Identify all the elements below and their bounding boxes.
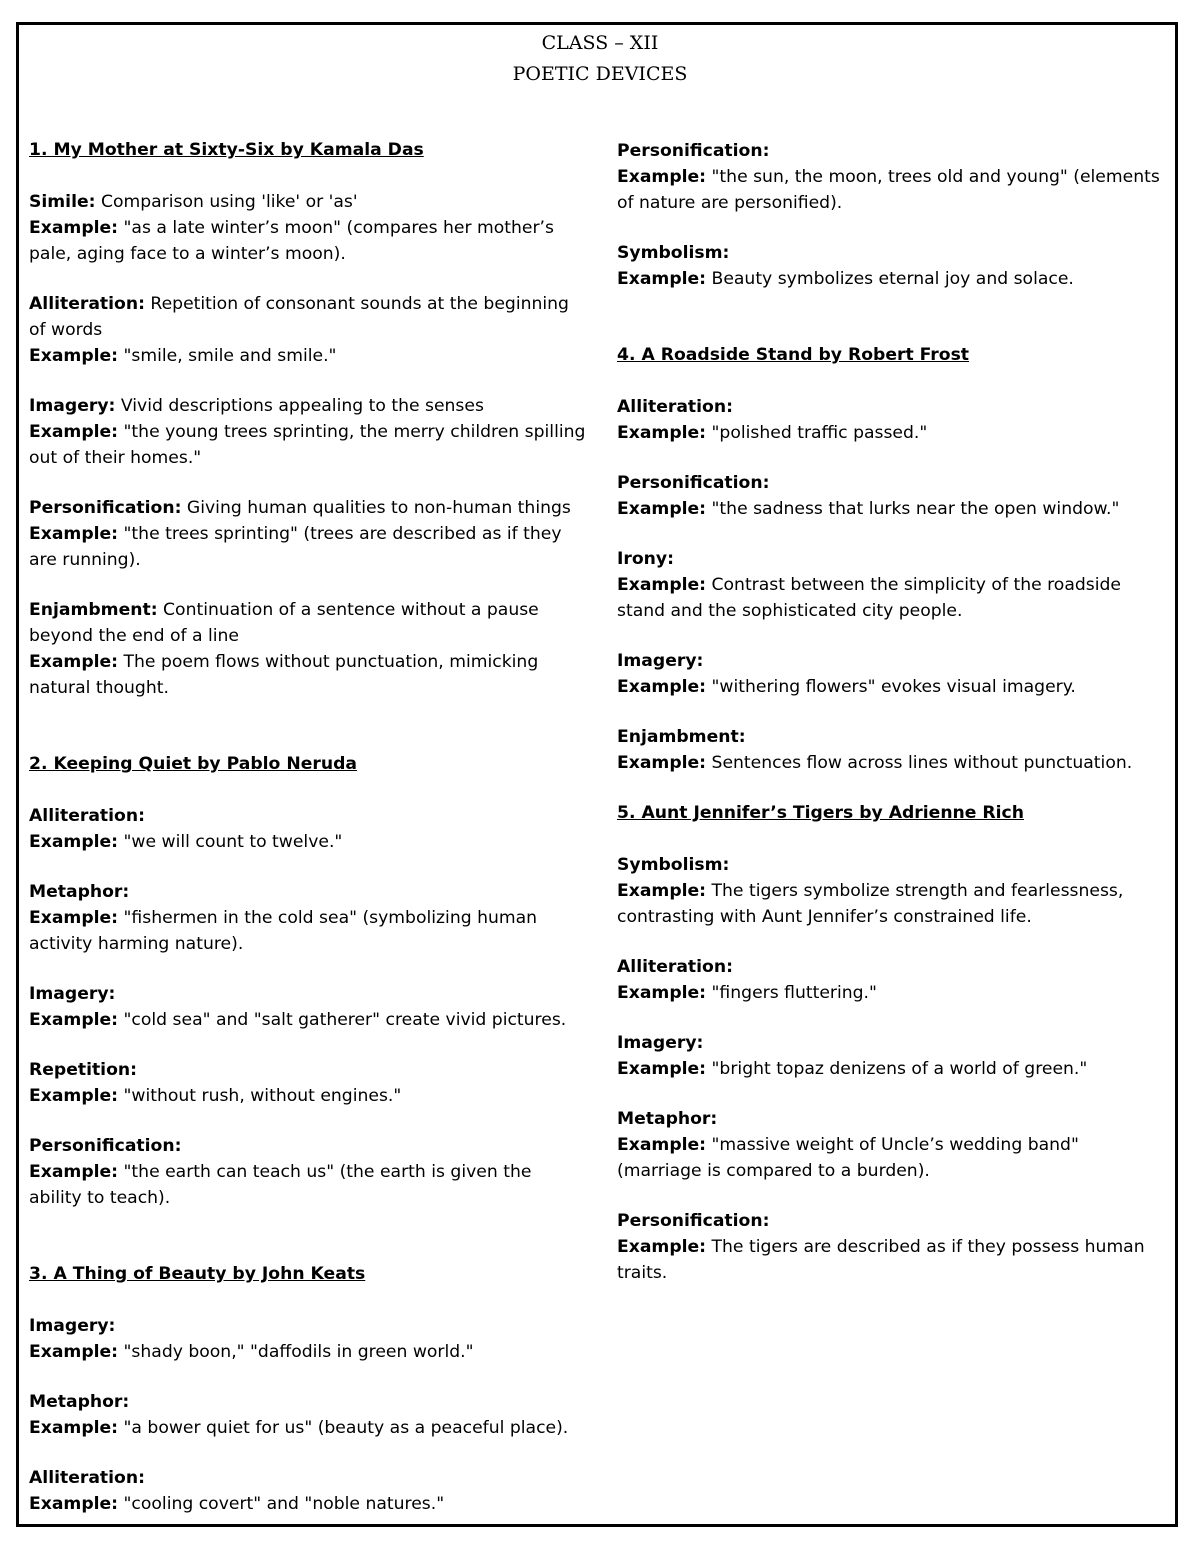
example-text: "without rush, without engines." bbox=[123, 1086, 402, 1106]
device-name: Alliteration: bbox=[29, 294, 145, 314]
example-label: Example: bbox=[617, 983, 707, 1003]
section-spacer bbox=[29, 1235, 589, 1261]
example-label: Example: bbox=[29, 652, 119, 672]
example-line bbox=[29, 1491, 589, 1517]
device-block bbox=[29, 1057, 589, 1109]
example-label: Example: bbox=[617, 1237, 707, 1257]
device-name: Metaphor: bbox=[29, 882, 130, 902]
device-name: Irony: bbox=[617, 549, 674, 569]
example-text: Beauty symbolizes eternal joy and solace. bbox=[711, 269, 1074, 289]
device-block bbox=[617, 138, 1167, 216]
device-name: Symbolism: bbox=[617, 243, 730, 263]
example-line bbox=[617, 878, 1167, 930]
class-title: CLASS – XII bbox=[541, 32, 659, 54]
device-name: Alliteration: bbox=[29, 1468, 145, 1488]
example-label: Example: bbox=[617, 575, 707, 595]
device-definition-line bbox=[29, 393, 589, 419]
example-text: "cold sea" and "salt gatherer" create vivid pictures. bbox=[123, 1010, 567, 1030]
device-name: Symbolism: bbox=[617, 855, 730, 875]
device-name: Personification: bbox=[29, 498, 182, 518]
example-line bbox=[29, 419, 589, 471]
page-title: POETIC DEVICES bbox=[512, 63, 688, 85]
device-block bbox=[617, 470, 1167, 522]
example-label: Example: bbox=[29, 1010, 119, 1030]
example-label: Example: bbox=[617, 1135, 707, 1155]
example-label: Example: bbox=[617, 881, 707, 901]
device-block bbox=[617, 852, 1167, 930]
device-definition: Vivid descriptions appealing to the senses bbox=[120, 396, 484, 416]
device-name: Alliteration: bbox=[617, 397, 733, 417]
device-block bbox=[617, 954, 1167, 1006]
device-block bbox=[617, 1030, 1167, 1082]
device-definition-line bbox=[29, 597, 589, 649]
device-name: Metaphor: bbox=[617, 1109, 718, 1129]
device-name: Personification: bbox=[617, 1211, 770, 1231]
device-name: Alliteration: bbox=[29, 806, 145, 826]
device-block bbox=[29, 1389, 589, 1441]
example-text: "withering flowers" evokes visual imagery. bbox=[711, 677, 1076, 697]
device-definition: Giving human qualities to non-human things bbox=[186, 498, 571, 518]
example-line bbox=[29, 521, 589, 573]
example-text: The tigers are described as if they possess human traits. bbox=[617, 1237, 1145, 1283]
device-block bbox=[29, 1313, 589, 1365]
example-label: Example: bbox=[29, 346, 119, 366]
example-line bbox=[617, 750, 1167, 776]
device-name: Enjambment: bbox=[29, 600, 158, 620]
device-block bbox=[617, 394, 1167, 446]
example-text: The poem flows without punctuation, mimicking natural thought. bbox=[29, 652, 539, 698]
example-text: "the young trees sprinting, the merry children spilling out of their homes." bbox=[29, 422, 586, 468]
example-label: Example: bbox=[29, 832, 119, 852]
device-definition-line bbox=[29, 291, 589, 343]
device-block bbox=[617, 724, 1167, 776]
example-label: Example: bbox=[29, 1494, 119, 1514]
example-text: "smile, smile and smile." bbox=[123, 346, 337, 366]
device-block bbox=[617, 240, 1167, 292]
device-definition-line bbox=[29, 495, 589, 521]
example-line bbox=[617, 164, 1167, 216]
device-block bbox=[617, 648, 1167, 700]
device-block bbox=[617, 1106, 1167, 1184]
example-line bbox=[617, 266, 1167, 292]
example-label: Example: bbox=[617, 499, 707, 519]
poem-title: 4. A Roadside Stand by Robert Frost bbox=[617, 345, 970, 365]
example-line bbox=[29, 1083, 589, 1109]
example-label: Example: bbox=[617, 1059, 707, 1079]
section-spacer bbox=[617, 316, 1167, 342]
device-block bbox=[29, 803, 589, 855]
example-label: Example: bbox=[29, 1418, 119, 1438]
device-block bbox=[29, 393, 589, 471]
example-text: "the sadness that lurks near the open window." bbox=[711, 499, 1120, 519]
example-line bbox=[29, 1007, 589, 1033]
poem-title: 3. A Thing of Beauty by John Keats bbox=[29, 1264, 366, 1284]
example-label: Example: bbox=[29, 908, 119, 928]
example-label: Example: bbox=[29, 1086, 119, 1106]
device-name: Imagery: bbox=[29, 396, 116, 416]
example-text: "bright topaz denizens of a world of green." bbox=[711, 1059, 1088, 1079]
device-block bbox=[617, 1208, 1167, 1286]
device-name: Imagery: bbox=[617, 651, 704, 671]
device-name: Alliteration: bbox=[617, 957, 733, 977]
example-label: Example: bbox=[617, 423, 707, 443]
example-line bbox=[29, 215, 589, 267]
example-text: "fingers fluttering." bbox=[711, 983, 877, 1003]
example-line bbox=[29, 1415, 589, 1441]
device-name: Imagery: bbox=[29, 984, 116, 1004]
example-text: "massive weight of Uncle’s wedding band" (marriage is compared to a burden). bbox=[617, 1135, 1079, 1181]
section-spacer bbox=[29, 725, 589, 751]
example-line bbox=[29, 829, 589, 855]
example-line bbox=[29, 1159, 589, 1211]
example-line bbox=[29, 649, 589, 701]
device-name: Personification: bbox=[617, 473, 770, 493]
example-text: "the trees sprinting" (trees are described as if they are running). bbox=[29, 524, 562, 570]
device-block bbox=[29, 495, 589, 573]
example-label: Example: bbox=[617, 269, 707, 289]
device-name: Imagery: bbox=[617, 1033, 704, 1053]
device-block bbox=[29, 291, 589, 369]
right-column bbox=[617, 138, 1167, 1310]
example-text: "a bower quiet for us" (beauty as a peaceful place). bbox=[123, 1418, 569, 1438]
example-label: Example: bbox=[617, 167, 707, 187]
example-line bbox=[29, 1339, 589, 1365]
example-line bbox=[617, 980, 1167, 1006]
document-header bbox=[0, 28, 1200, 90]
device-block bbox=[29, 1133, 589, 1211]
example-line bbox=[617, 1132, 1167, 1184]
device-block bbox=[617, 546, 1167, 624]
device-name: Repetition: bbox=[29, 1060, 137, 1080]
example-text: "polished traffic passed." bbox=[711, 423, 928, 443]
poem-title: 2. Keeping Quiet by Pablo Neruda bbox=[29, 754, 357, 774]
device-name: Simile: bbox=[29, 192, 96, 212]
device-name: Personification: bbox=[29, 1136, 182, 1156]
example-line bbox=[29, 343, 589, 369]
device-block bbox=[29, 597, 589, 701]
example-text: "cooling covert" and "noble natures." bbox=[123, 1494, 445, 1514]
device-block bbox=[29, 1465, 589, 1517]
example-text: "the earth can teach us" (the earth is given the ability to teach). bbox=[29, 1162, 532, 1208]
example-line bbox=[617, 674, 1167, 700]
device-definition-line bbox=[29, 189, 589, 215]
example-text: "we will count to twelve." bbox=[123, 832, 343, 852]
example-text: "shady boon," "daffodils in green world." bbox=[123, 1342, 474, 1362]
example-label: Example: bbox=[29, 1162, 119, 1182]
device-name: Personification: bbox=[617, 141, 770, 161]
example-line bbox=[617, 572, 1167, 624]
example-line bbox=[29, 905, 589, 957]
device-definition: Comparison using 'like' or 'as' bbox=[100, 192, 358, 212]
example-label: Example: bbox=[29, 218, 119, 238]
example-label: Example: bbox=[29, 1342, 119, 1362]
device-name: Imagery: bbox=[29, 1316, 116, 1336]
example-text: "fishermen in the cold sea" (symbolizing human activity harming nature). bbox=[29, 908, 538, 954]
example-label: Example: bbox=[29, 524, 119, 544]
device-definition: Repetition of consonant sounds at the beginning of words bbox=[29, 294, 569, 340]
example-line bbox=[617, 1056, 1167, 1082]
example-text: Sentences flow across lines without punctuation. bbox=[711, 753, 1133, 773]
example-line bbox=[617, 1234, 1167, 1286]
example-line bbox=[617, 496, 1167, 522]
example-label: Example: bbox=[29, 422, 119, 442]
device-block bbox=[29, 981, 589, 1033]
example-text: The tigers symbolize strength and fearlessness, contrasting with Aunt Jennifer’s constrained life. bbox=[617, 881, 1124, 927]
left-column bbox=[29, 137, 589, 1541]
example-label: Example: bbox=[617, 753, 707, 773]
device-name: Metaphor: bbox=[29, 1392, 130, 1412]
example-text: "the sun, the moon, trees old and young" (elements of nature are personified). bbox=[617, 167, 1160, 213]
device-definition: Continuation of a sentence without a pause beyond the end of a line bbox=[29, 600, 539, 646]
example-label: Example: bbox=[617, 677, 707, 697]
poem-title: 5. Aunt Jennifer’s Tigers by Adrienne Rich bbox=[617, 803, 1024, 823]
poem-title: 1. My Mother at Sixty-Six by Kamala Das bbox=[29, 140, 424, 160]
device-name: Enjambment: bbox=[617, 727, 746, 747]
device-block bbox=[29, 189, 589, 267]
device-block bbox=[29, 879, 589, 957]
example-line bbox=[617, 420, 1167, 446]
example-text: Contrast between the simplicity of the roadside stand and the sophisticated city people. bbox=[617, 575, 1121, 621]
example-text: "as a late winter’s moon" (compares her mother’s pale, aging face to a winter’s moon). bbox=[29, 218, 554, 264]
